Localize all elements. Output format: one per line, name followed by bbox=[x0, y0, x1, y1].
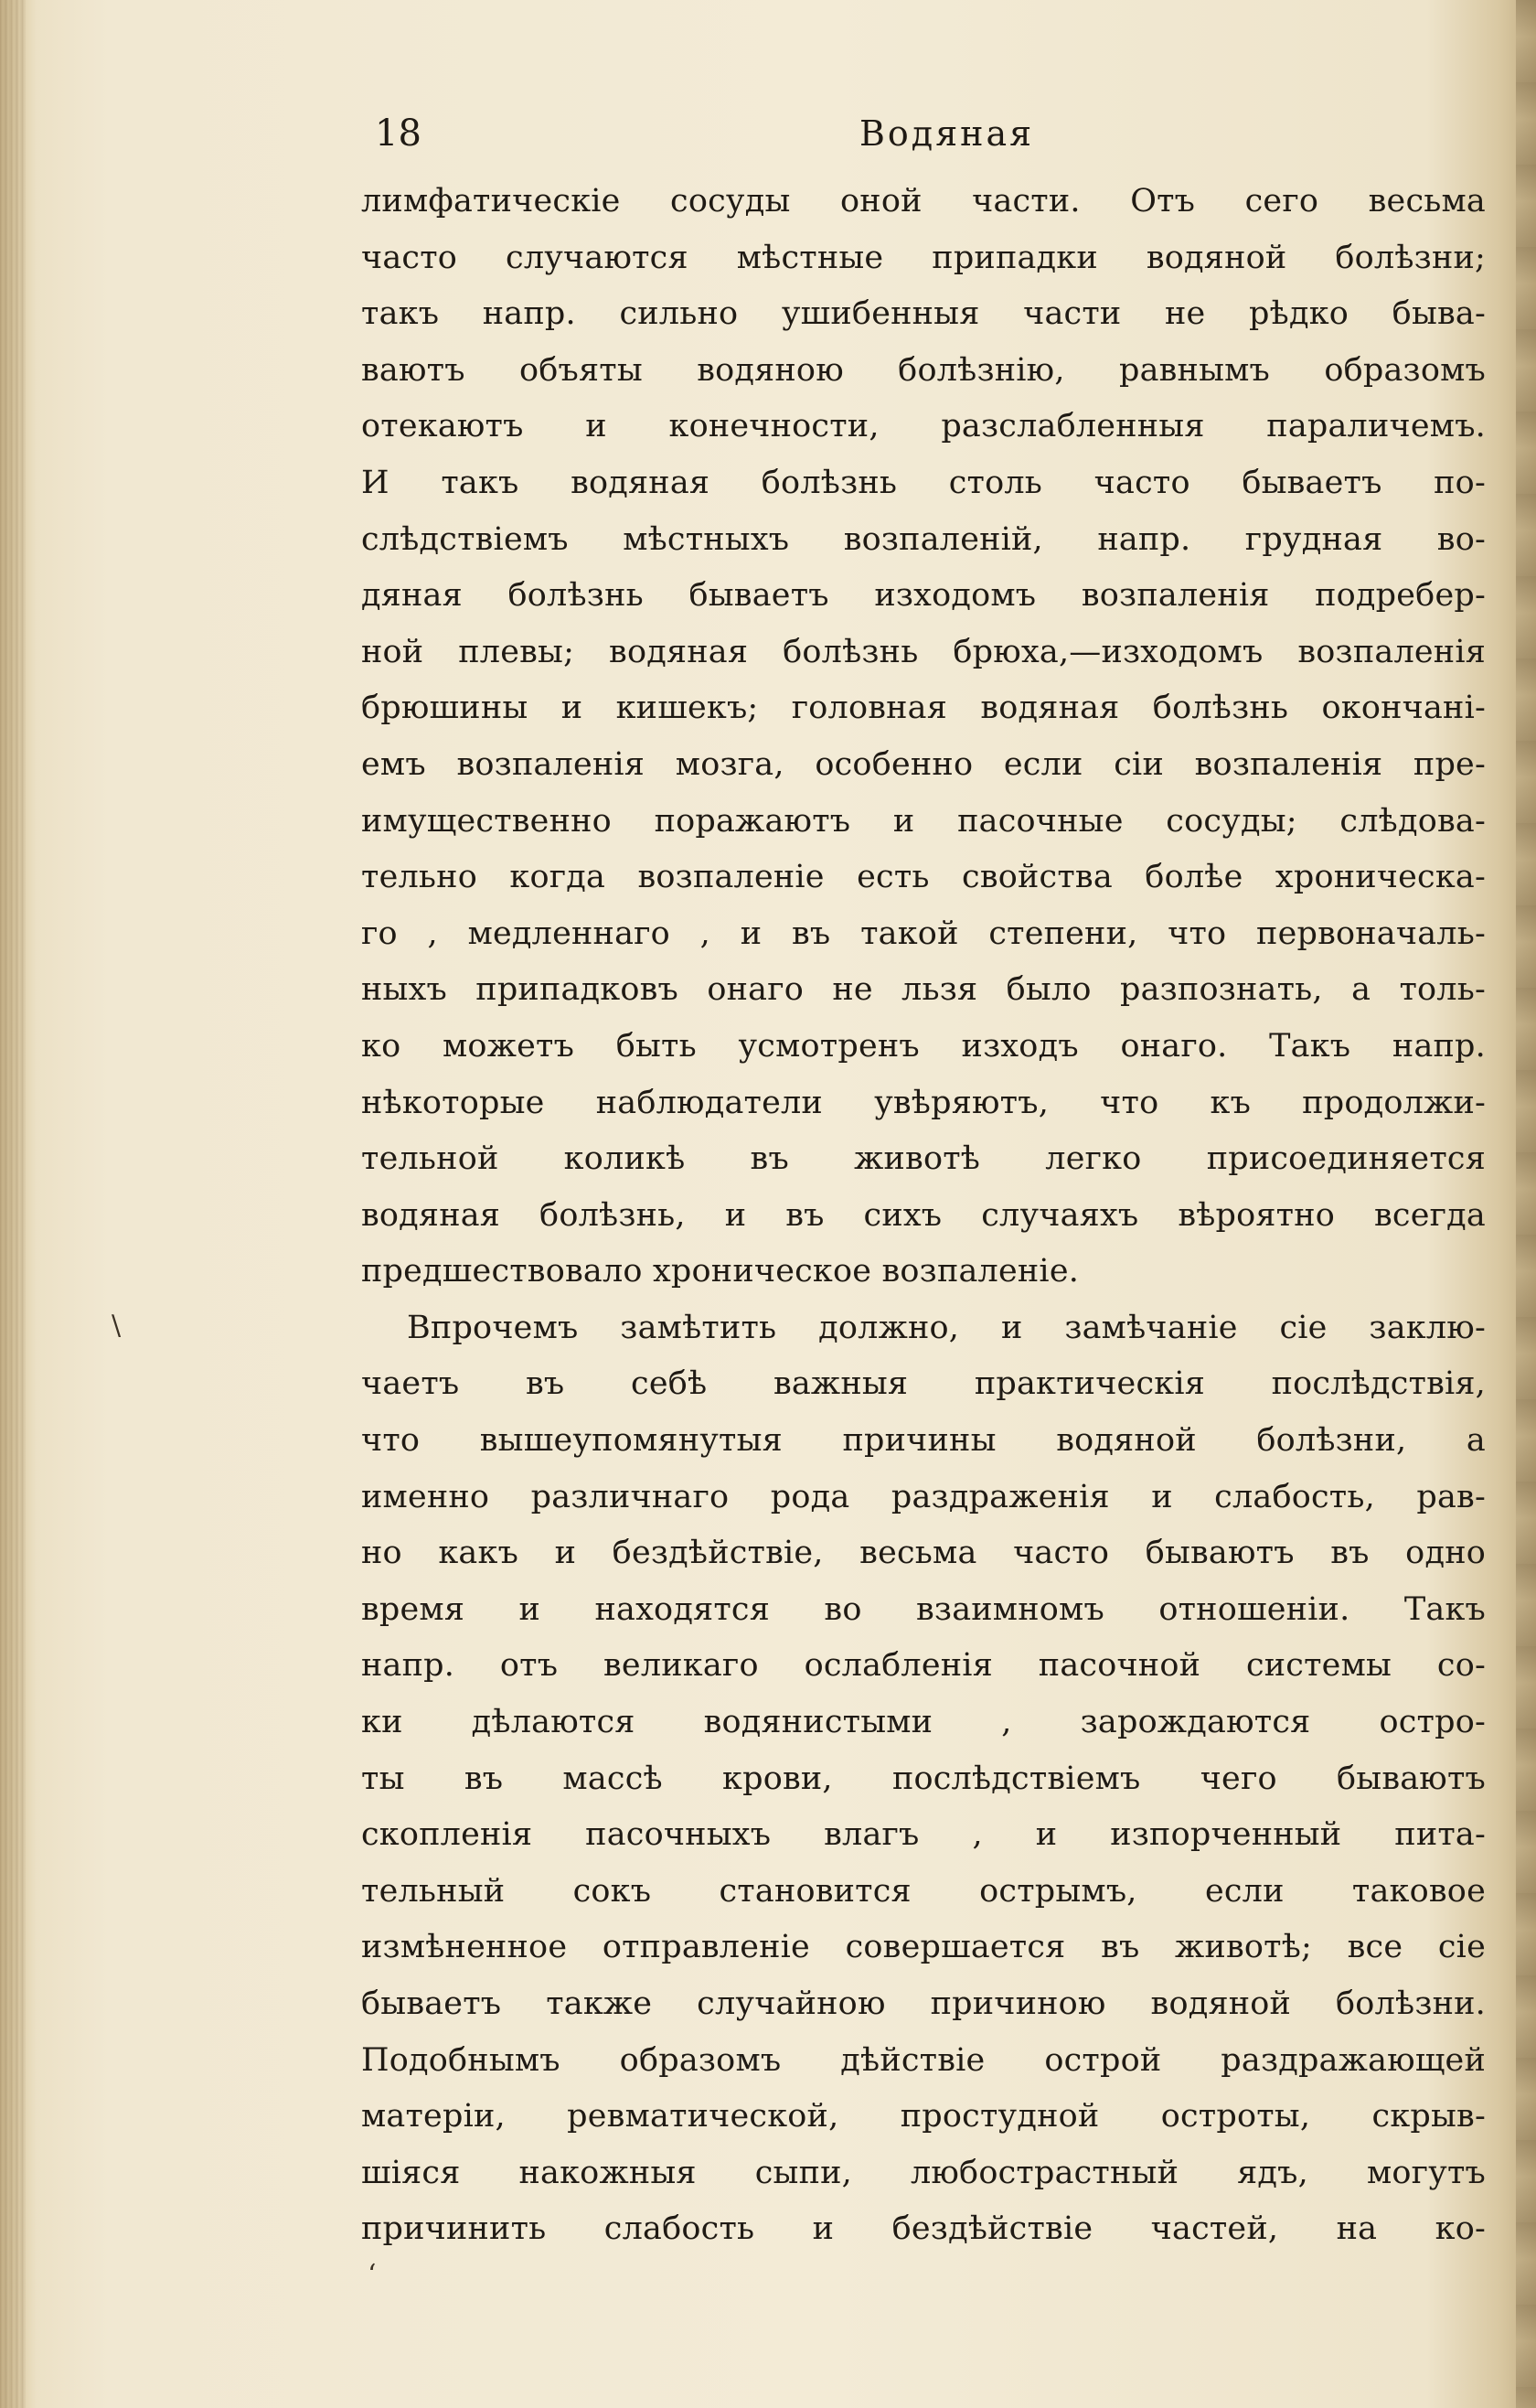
text-line: слѣдствіемъ мѣстныхъ возпаленій, напр. грудная во- bbox=[361, 520, 1486, 558]
text-line: измѣненное отправленіе совершается въ животѣ; все сіе bbox=[361, 1929, 1486, 1966]
text-line: именно различнаго рода раздраженія и слабость, рав- bbox=[361, 1478, 1486, 1515]
text-line: такъ напр. сильно ушибенныя части не рѣдко бывa- bbox=[361, 295, 1486, 333]
text-line: водяная болѣзнь, и въ сихъ случаяхъ вѣроятно всегда bbox=[361, 1196, 1486, 1234]
page-right-edge bbox=[1516, 0, 1536, 2408]
text-line: тельно когда возпаленіе есть свойства болѣе хроническа- bbox=[361, 859, 1486, 896]
text-line: но какъ и бездѣйствіе, весьма часто бываютъ въ одно bbox=[361, 1535, 1486, 1572]
text-line: емъ возпаленія мозга, особенно если сіи возпаленія пре- bbox=[361, 745, 1486, 783]
text-line: часто случаются мѣстные припадки водяной болѣзни; bbox=[361, 239, 1486, 276]
text-line: ты въ массѣ крови, послѣдствіемъ чего бываютъ bbox=[361, 1760, 1486, 1797]
page-number: 18 bbox=[375, 112, 421, 155]
text-line: что вышеупомянутыя причины водяной болѣзни, а bbox=[361, 1422, 1486, 1460]
text-line: Подобнымъ образомъ дѣйствіе острой раздражающей bbox=[361, 2041, 1486, 2079]
text-line: ваютъ объяты водяною болѣзнію, равнымъ образомъ bbox=[361, 351, 1486, 389]
text-line: причинить слабость и бездѣйствіе частей, на ко- bbox=[361, 2210, 1486, 2248]
paragraph-end-line: предшествовало хроническое возпаленіе. bbox=[361, 1253, 1080, 1290]
text-line: шіяся накожныя сыпи, любострастный ядъ, могутъ bbox=[361, 2154, 1486, 2191]
text-line: брюшины и кишекъ; головная водяная болѣзнь окончані- bbox=[361, 690, 1486, 727]
text-line: скопленія пасочныхъ влагъ , и изпорченный пита- bbox=[361, 1816, 1486, 1854]
page-header bbox=[375, 108, 1499, 163]
text-line: время и находятся во взаимномъ отношеніи. Такъ bbox=[361, 1590, 1486, 1628]
paragraph-start-line: Впрочемъ замѣтить должно, и замѣчаніе сіе заклю- bbox=[407, 1309, 1486, 1346]
page-gutter bbox=[0, 0, 26, 2408]
text-line: имущественно поражаютъ и пасочные сосуды; слѣдова- bbox=[361, 802, 1486, 840]
text-line: го , медленнаго , и въ такой степени, что первоначаль- bbox=[361, 915, 1486, 952]
text-line: напр. отъ великаго ослабленія пасочной системы со- bbox=[361, 1647, 1486, 1685]
margin-mark: \ bbox=[112, 1310, 122, 1342]
text-line: И такъ водяная болѣзнь столь часто бываетъ по- bbox=[361, 464, 1486, 501]
body-text bbox=[361, 174, 1486, 2258]
text-line: нѣкоторые наблюдатели увѣряютъ, что къ продолжи- bbox=[361, 1084, 1486, 1121]
text-line: ки дѣлаются водянистыми , зарождаются остро- bbox=[361, 1704, 1486, 1741]
running-title: Водяная bbox=[859, 113, 1035, 154]
margin-mark: ʻ bbox=[368, 2259, 377, 2291]
text-line: тельной коликѣ въ животѣ легко присоединяется bbox=[361, 1140, 1486, 1178]
text-line: отекаютъ и конечности, разслабленныя параличемъ. bbox=[361, 408, 1486, 445]
text-line: дяная болѣзнь бываетъ изходомъ возпаленія подребер- bbox=[361, 577, 1486, 615]
text-line: ной плевы; водяная болѣзнь брюха,—изходомъ возпаленія bbox=[361, 633, 1486, 670]
text-line: ко можетъ быть усмотренъ изходъ онаго. Такъ напр. bbox=[361, 1027, 1486, 1065]
text-line: тельный сокъ становится острымъ, если таковое bbox=[361, 1872, 1486, 1910]
text-line: матеріи, ревматической, простудной остроты, скрыв- bbox=[361, 2098, 1486, 2135]
text-line: ныхъ припадковъ онаго не льзя было разпознать, а толь- bbox=[361, 971, 1486, 1009]
text-line: лимфатическіе сосуды оной части. Отъ сего весьма bbox=[361, 183, 1486, 219]
text-line: бываетъ также случайною причиною водяной болѣзни. bbox=[361, 1985, 1486, 2022]
text-line: чаетъ въ себѣ важныя практическія послѣдствія, bbox=[361, 1365, 1486, 1403]
